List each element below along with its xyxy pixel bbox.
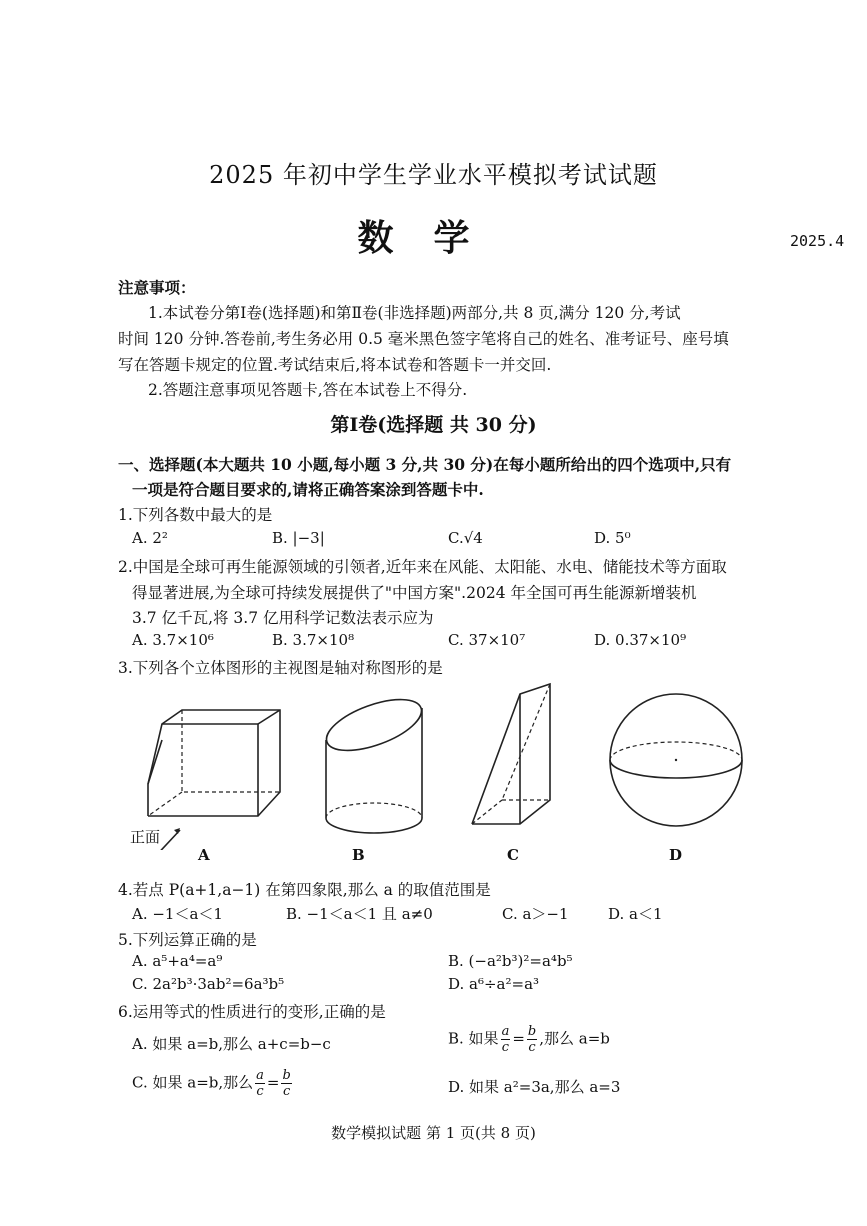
- page-footer: 数学模拟试题 第 1 页(共 8 页): [331, 1124, 536, 1142]
- q5-stem: 5.下列运算正确的是: [118, 931, 257, 949]
- notice-item1-line3: 写在答题卡规定的位置.考试结束后,将本试卷和答题卡一并交回.: [118, 356, 552, 374]
- q6-b-frac2-den: c: [528, 1040, 536, 1055]
- figure-label-d: D: [669, 846, 683, 864]
- q6-b-frac1-den: c: [501, 1040, 510, 1055]
- section-title: 第Ⅰ卷(选择题 共 30 分): [330, 414, 537, 436]
- figure-d-solid: [610, 694, 742, 826]
- q2-option-b: B. 3.7×10⁸: [272, 631, 355, 649]
- q5-option-a: A. a⁵+a⁴=a⁹: [132, 952, 223, 970]
- figure-b-solid: [320, 689, 428, 833]
- q6-b-fraction-2: [527, 1024, 537, 1055]
- q1-option-d: D. 5⁰: [594, 529, 631, 547]
- q6-b-fraction-1: [501, 1024, 511, 1055]
- q4-option-d: D. a＜1: [608, 905, 663, 923]
- q6-option-c: [132, 1068, 294, 1099]
- exam-title: 2025 年初中学生学业水平模拟考试试题: [209, 161, 658, 189]
- q6-c-frac2-num: b: [282, 1068, 291, 1083]
- q6-c-frac1-den: c: [256, 1084, 264, 1099]
- q1-option-c: C.√4: [448, 529, 483, 547]
- figure-label-a: A: [198, 846, 210, 864]
- section-instruction-line1: 一、选择题(本大题共 10 小题,每小题 3 分,共 30 分)在每小题所给出的四个选项中,只有: [118, 455, 732, 474]
- q4-option-b: B. −1＜a＜1 且 a≠0: [286, 905, 433, 923]
- q2-line2: 得显著进展,为全球可持续发展提供了"中国方案".2024 年全国可再生能源新增装机: [132, 584, 697, 602]
- q6-option-b: [448, 1024, 610, 1055]
- figure-label-c: C: [507, 846, 519, 864]
- q6-b-frac1-num: a: [501, 1024, 510, 1039]
- q4-option-c: C. a＞−1: [502, 905, 569, 923]
- q6-b-frac2-num: b: [527, 1024, 537, 1039]
- q2-option-d: D. 0.37×10⁹: [594, 631, 687, 649]
- q6-b-prefix: B. 如果: [448, 1029, 499, 1048]
- notice-item2: 2.答题注意事项见答题卡,答在本试卷上不得分.: [148, 381, 468, 399]
- notice-item1-line2: 时间 120 分钟.答卷前,考生务必用 0.5 毫米黑色签字笔将自己的姓名、准考证号、座号填: [118, 330, 729, 348]
- q4-stem: 4.若点 P(a+1,a−1) 在第四象限,那么 a 的取值范围是: [118, 881, 491, 899]
- section-instruction-line2: 一项是符合题目要求的,请将正确答案涂到答题卡中.: [132, 480, 484, 499]
- q6-option-d: D. 如果 a²=3a,那么 a=3: [448, 1078, 621, 1096]
- q6-c-prefix: C. 如果 a=b,那么: [132, 1073, 254, 1092]
- figure-c-solid: [472, 684, 550, 824]
- q5-option-d: D. a⁶÷a²=a³: [448, 975, 540, 993]
- q5-option-b: B. (−a²b³)²=a⁴b⁵: [448, 952, 573, 970]
- notice-item1-line1: 1.本试卷分第Ⅰ卷(选择题)和第Ⅱ卷(非选择题)两部分,共 8 页,满分 120 分,考试: [148, 304, 681, 322]
- exam-date: 2025.4: [790, 232, 845, 250]
- q2-line1: 2.中国是全球可再生能源领域的引领者,近年来在风能、太阳能、水电、储能技术等方面取: [118, 558, 727, 576]
- q1-option-a: A. 2²: [132, 529, 168, 547]
- q2-option-a: A. 3.7×10⁶: [132, 631, 214, 649]
- figure-label-b: B: [352, 846, 365, 864]
- subject-title: 数学: [357, 217, 510, 259]
- q1-option-b: B. |−3|: [272, 529, 325, 547]
- front-label: 正面: [130, 828, 161, 846]
- q6-option-a: A. 如果 a=b,那么 a+c=b−c: [132, 1035, 331, 1053]
- q6-c-frac1-num: a: [256, 1068, 264, 1083]
- q2-line3: 3.7 亿千瓦,将 3.7 亿用科学记数法表示应为: [132, 609, 434, 627]
- q6-c-fraction-2: [281, 1068, 291, 1099]
- q6-c-fraction-1: [255, 1068, 265, 1099]
- figure-a-solid: [148, 710, 280, 850]
- q6-stem: 6.运用等式的性质进行的变形,正确的是: [118, 1003, 386, 1021]
- notice-heading: 注意事项：: [118, 278, 196, 297]
- q3-stem: 3.下列各个立体图形的主视图是轴对称图形的是: [118, 659, 443, 677]
- q2-option-c: C. 37×10⁷: [448, 631, 526, 649]
- q4-option-a: A. −1＜a＜1: [132, 905, 223, 923]
- q6-b-suffix: ,那么 a=b: [539, 1029, 610, 1048]
- q6-c-equals: =: [266, 1073, 280, 1092]
- q6-b-equals: =: [512, 1029, 525, 1048]
- q5-option-c: C. 2a²b³·3ab²=6a³b⁵: [132, 975, 285, 993]
- q6-c-frac2-den: c: [283, 1084, 291, 1099]
- q1-stem: 1.下列各数中最大的是: [118, 506, 273, 524]
- q3-figures: [110, 680, 770, 850]
